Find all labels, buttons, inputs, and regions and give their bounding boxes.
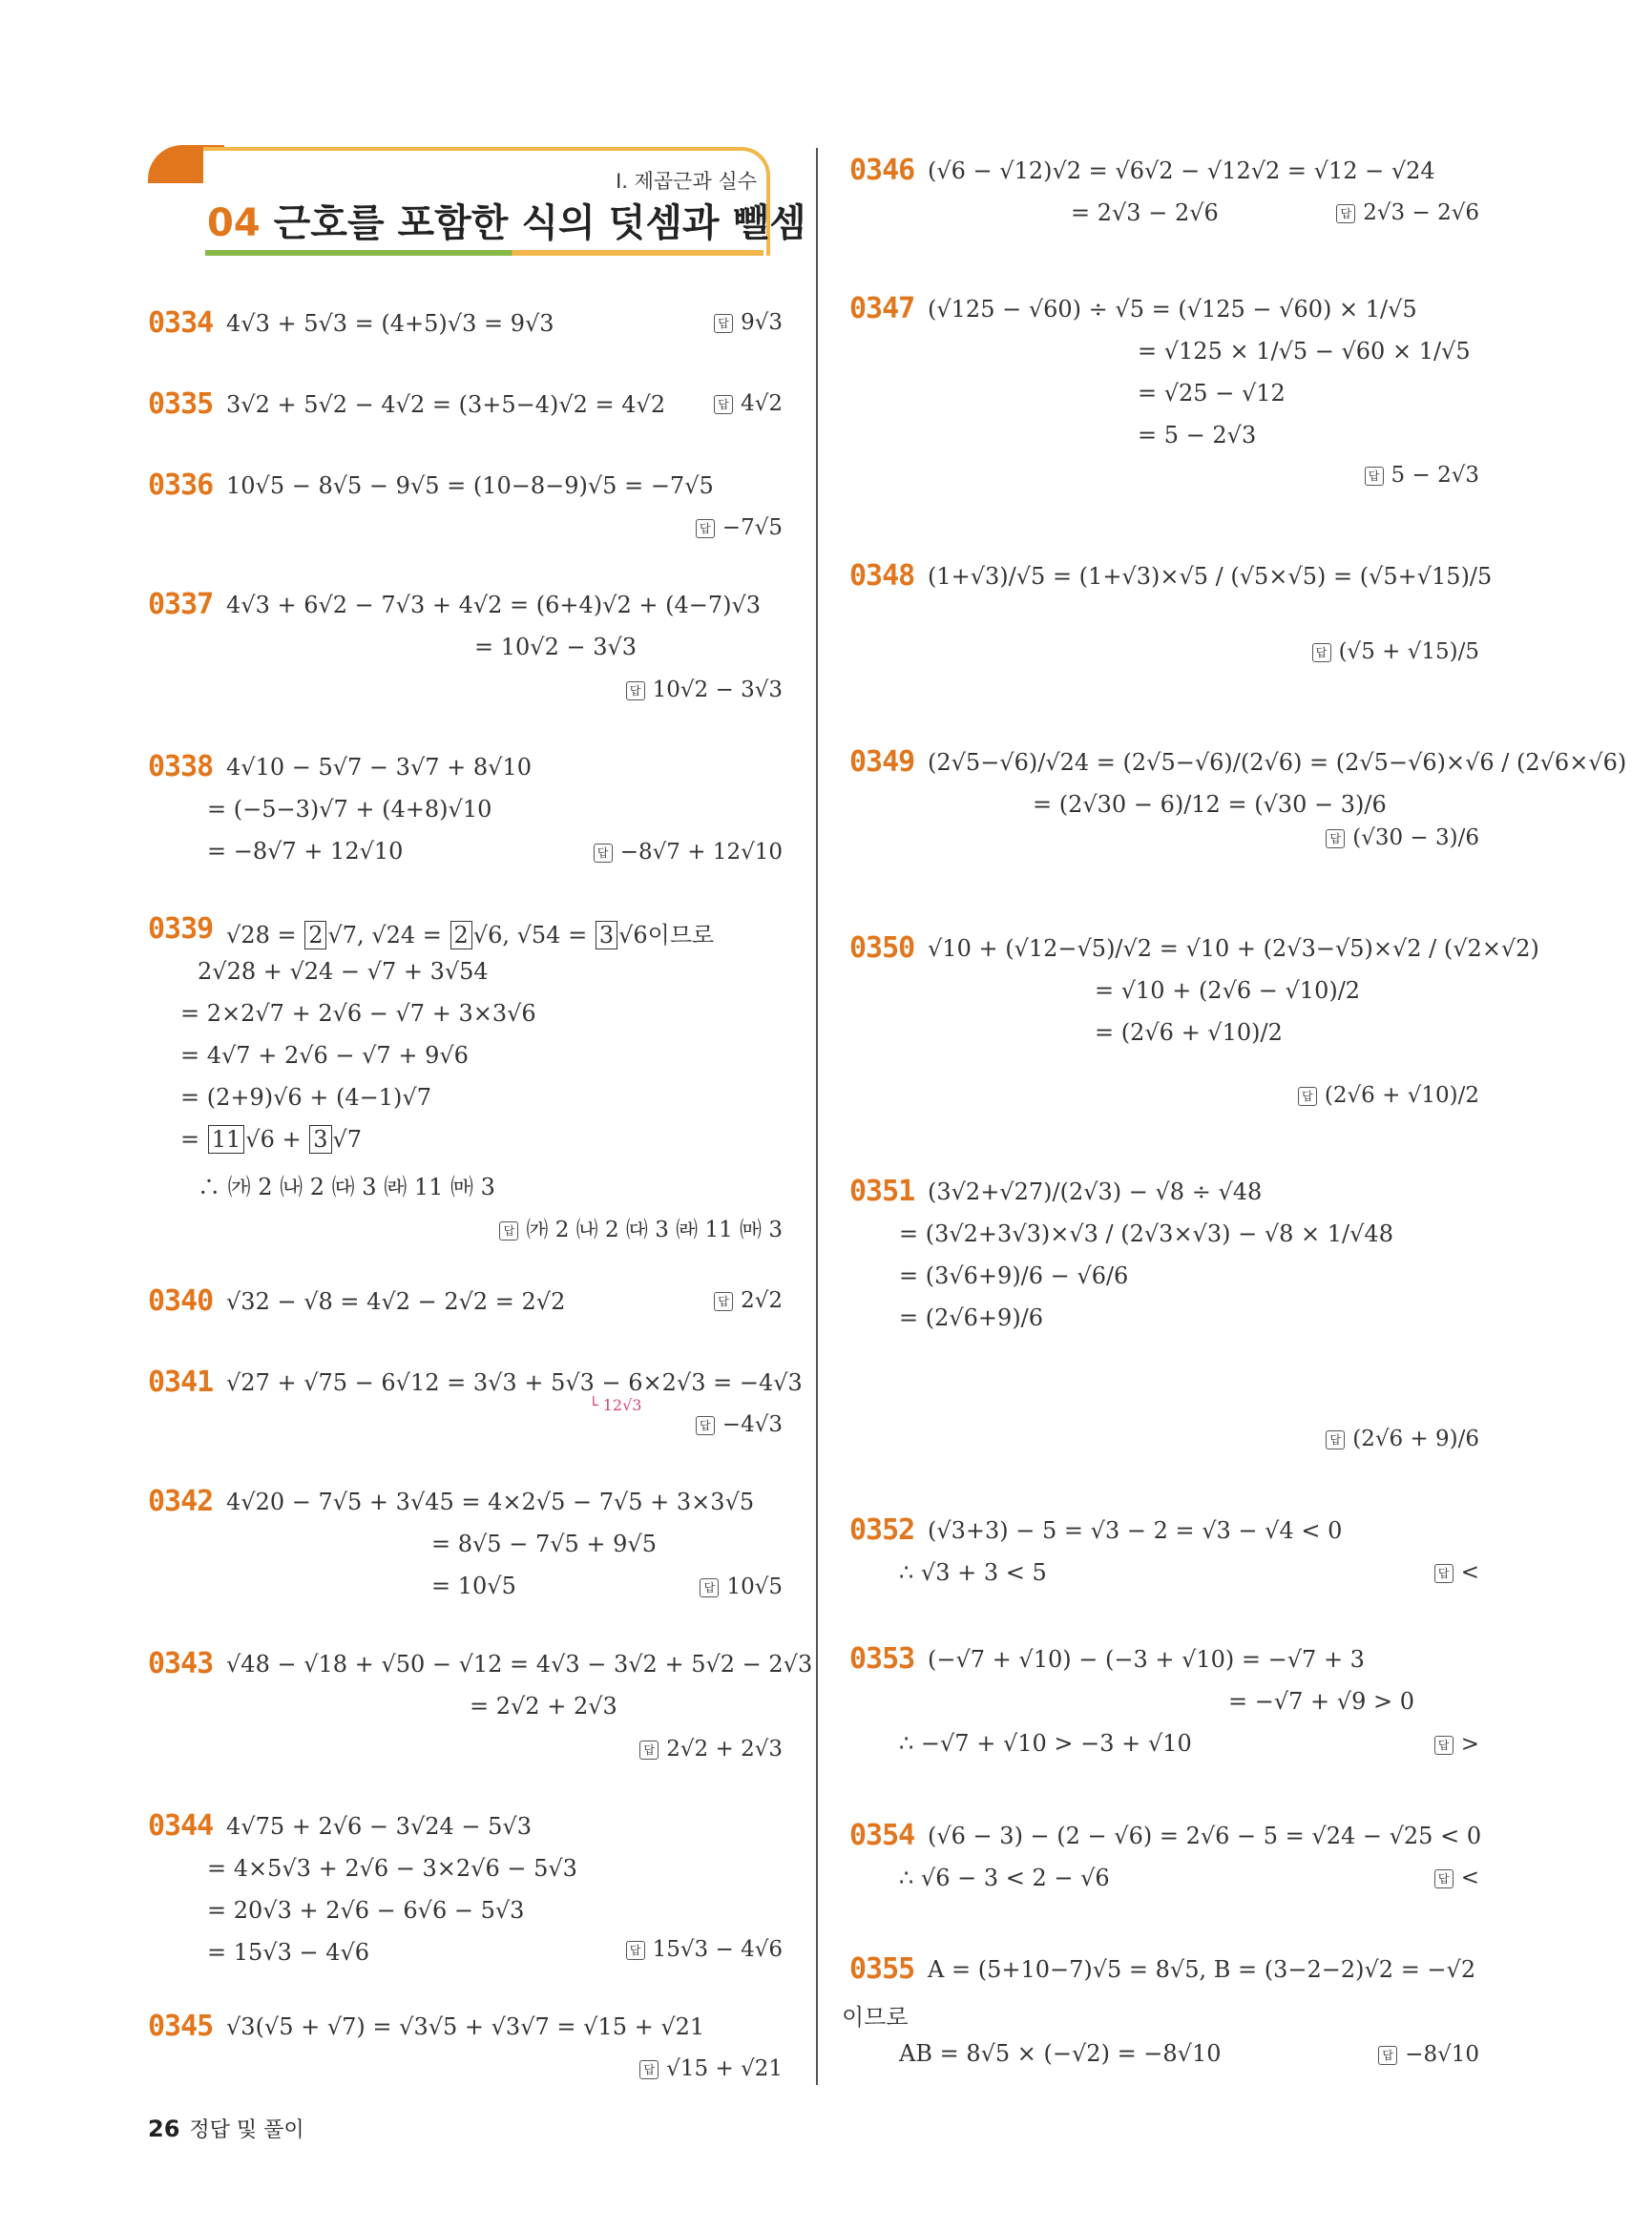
solution-line: √10 + (√12−√5)/√2 = √10 + (2√3−√5)×√2 / (√2×√2) [928, 935, 1539, 962]
section-title: 근호를 포함한 식의 덧셈과 뺄셈 [273, 201, 806, 245]
answer-mark-icon: 답 [714, 1292, 733, 1311]
answer [626, 678, 783, 702]
problem-number: 0354 [849, 1819, 915, 1852]
solution-line: (2√5−√6)/√24 = (2√5−√6)/(2√6) = (2√5−√6)×√6 / (2√6×√6) [928, 749, 1627, 776]
solution-line: = (2√30 − 6)/12 = (√30 − 3)/6 [1033, 791, 1387, 818]
answer-mark-icon: 답 [1365, 467, 1384, 486]
solution-line: (1+√3)/√5 = (1+√3)×√5 / (√5×√5) = (√5+√15)/5 [928, 563, 1493, 590]
answer [1378, 2042, 1479, 2067]
problem-number: 0336 [148, 469, 214, 502]
answer-mark-icon: 답 [714, 314, 733, 333]
answer-value: −4√3 [721, 1412, 783, 1437]
answer [714, 1288, 783, 1313]
solution-line: (√3+3) − 5 = √3 − 2 = √3 − √4 < 0 [928, 1517, 1343, 1544]
section-header [148, 145, 806, 261]
solution-line: ∴ √6 − 3 < 2 − √6 [899, 1865, 1110, 1891]
answer-value: −8√10 [1405, 2042, 1479, 2067]
header-underline [205, 250, 763, 256]
solution-line: (√6 − √12)√2 = √6√2 − √12√2 = √12 − √24 [928, 157, 1435, 184]
answer-mark-icon: 답 [499, 1221, 518, 1241]
solution-line: 4√75 + 2√6 − 3√24 − 5√3 [226, 1813, 532, 1840]
answer-mark-icon: 답 [639, 1741, 659, 1760]
solution-line: = −√7 + √9 > 0 [1228, 1688, 1414, 1715]
solution-line: (3√2+√27)/(2√3) − √8 ÷ √48 [928, 1178, 1263, 1205]
solution-line: = 4×5√3 + 2√6 − 3×2√6 − 5√3 [207, 1855, 577, 1882]
answer-value: −7√5 [721, 515, 783, 540]
answer-mark-icon: 답 [1326, 829, 1345, 848]
answer-value: (2√6 + 9)/6 [1352, 1427, 1479, 1451]
answer [1326, 825, 1479, 850]
solution-line: (√125 − √60) ÷ √5 = (√125 − √60) × 1/√5 [928, 296, 1417, 323]
problem-number: 0339 [148, 912, 214, 946]
solution-line: 4√10 − 5√7 − 3√7 + 8√10 [226, 754, 532, 781]
answer [1298, 1083, 1479, 1108]
problem-number: 0337 [148, 588, 214, 621]
solution-line: = −8√7 + 12√10 [207, 838, 404, 865]
solution-line: = 2√2 + 2√3 [470, 1693, 617, 1720]
answer-mark-icon: 답 [1434, 1736, 1453, 1755]
answer [1365, 463, 1479, 488]
answer-value: √15 + √21 [666, 2056, 783, 2081]
solution-line: = 15√3 − 4√6 [207, 1939, 370, 1966]
problem-number: 0352 [849, 1513, 915, 1547]
answer-value: 10√5 [726, 1574, 783, 1599]
answer-value: 2√3 − 2√6 [1363, 200, 1479, 225]
answer [696, 1412, 783, 1437]
solution-line: = 11 √6 + 3 √7 [180, 1126, 363, 1153]
answer-value: 2√2 + 2√3 [666, 1737, 783, 1762]
solution-line: 10√5 − 8√5 − 9√5 = (10−8−9)√5 = −7√5 [226, 472, 714, 499]
problem-number: 0347 [849, 292, 915, 325]
answer-value: ㈎ 2 ㈏ 2 ㈐ 3 ㈑ 11 ㈒ 3 [526, 1218, 783, 1242]
answer-mark-icon: 답 [626, 1941, 645, 1960]
solution-line: ∴ −√7 + √10 > −3 + √10 [899, 1730, 1192, 1757]
page-title [207, 193, 806, 247]
answer [714, 391, 783, 416]
column-divider [816, 148, 818, 2085]
answer [700, 1574, 783, 1599]
problem-number: 0340 [148, 1284, 214, 1318]
solution-line: √27 + √75 − 6√12 = 3√3 + 5√3 − 6×2√3 = −4√3 [226, 1369, 803, 1396]
solution-line: √3(√5 + √7) = √3√5 + √3√7 = √15 + √21 [226, 2013, 705, 2040]
chapter-label: Ⅰ. 제곱근과 실수 [616, 170, 757, 193]
answer-value: < [1460, 1560, 1479, 1585]
solution-line: = 10√2 − 3√3 [474, 634, 638, 660]
annotation-note: └ 12√3 [589, 1396, 642, 1414]
problem-number: 0334 [148, 306, 214, 340]
answer-mark-icon: 답 [1326, 1430, 1345, 1449]
answer-value: 2√2 [741, 1288, 783, 1313]
answer-mark-icon: 답 [696, 519, 715, 538]
solution-line: = 20√3 + 2√6 − 6√6 − 5√3 [207, 1897, 525, 1924]
answer-mark-icon: 답 [696, 1416, 715, 1435]
problem-number: 0343 [148, 1647, 214, 1680]
answer [626, 1937, 783, 1962]
problem-number: 0344 [148, 1809, 214, 1843]
solution-line: = √25 − √12 [1138, 380, 1286, 407]
answer-value: 5 − 2√3 [1391, 463, 1479, 488]
answer-mark-icon: 답 [626, 681, 645, 700]
problem-number: 0351 [849, 1175, 915, 1208]
solution-line: ∴ ㈎ 2 ㈏ 2 ㈐ 3 ㈑ 11 ㈒ 3 [198, 1174, 495, 1200]
page-footer [148, 2114, 304, 2143]
problem-number: 0341 [148, 1366, 214, 1399]
answer-value: > [1460, 1732, 1479, 1757]
solution-line: 이므로 [842, 2004, 909, 2031]
answer [1434, 1732, 1479, 1757]
answer-mark-icon: 답 [1434, 1564, 1453, 1583]
solution-line: = 4√7 + 2√6 − √7 + 9√6 [180, 1042, 469, 1069]
answer-mark-icon: 답 [700, 1578, 719, 1597]
problem-number: 0345 [148, 2010, 214, 2043]
solution-line: = 10√5 [431, 1573, 516, 1599]
solution-line: = 2√3 − 2√6 [1071, 199, 1219, 226]
answer [1336, 200, 1479, 225]
solution-line: √32 − √8 = 4√2 − 2√2 = 2√2 [226, 1288, 566, 1315]
answer-value: < [1460, 1866, 1479, 1890]
solution-line: = (3√6+9)/6 − √6/6 [899, 1262, 1129, 1289]
solution-line: (−√7 + √10) − (−3 + √10) = −√7 + 3 [928, 1646, 1365, 1673]
problem-number: 0346 [849, 154, 915, 187]
answer [594, 840, 783, 865]
solution-line: A = (5+10−7)√5 = 8√5, B = (3−2−2)√2 = −√2 [928, 1956, 1476, 1983]
answer [1434, 1866, 1479, 1890]
answer-value: 9√3 [741, 310, 783, 335]
answer [696, 515, 783, 540]
solution-line: = (2√6+9)/6 [899, 1304, 1044, 1331]
answer-value: 10√2 − 3√3 [652, 678, 783, 702]
problem-number: 0355 [849, 1952, 915, 1986]
problem-number: 0338 [148, 750, 214, 783]
problem-number: 0342 [148, 1485, 214, 1518]
solution-line: = √125 × 1/√5 − √60 × 1/√5 [1138, 338, 1471, 365]
answer-value: (2√6 + √10)/2 [1324, 1083, 1479, 1108]
answer [714, 310, 783, 335]
solution-line: = 8√5 − 7√5 + 9√5 [431, 1531, 657, 1557]
solution-line: = (−5−3)√7 + (4+8)√10 [207, 796, 492, 823]
answer-value: (√5 + √15)/5 [1338, 639, 1479, 664]
solution-line: = (3√2+3√3)×√3 / (2√3×√3) − √8 × 1/√48 [899, 1220, 1393, 1247]
solution-line: 4√3 + 6√2 − 7√3 + 4√2 = (6+4)√2 + (4−7)√3 [226, 592, 762, 618]
problem-number: 0353 [849, 1642, 915, 1676]
solution-line: 2√28 + √24 − √7 + 3√54 [198, 958, 489, 985]
answer [1312, 639, 1479, 664]
answer-mark-icon: 답 [1378, 2046, 1397, 2065]
solution-line: ∴ √3 + 3 < 5 [899, 1559, 1047, 1586]
answer-mark-icon: 답 [1336, 204, 1355, 223]
answer-value: 4√2 [741, 391, 783, 416]
solution-line: = √10 + (2√6 − √10)/2 [1095, 977, 1361, 1004]
solution-line: AB = 8√5 × (−√2) = −8√10 [899, 2040, 1222, 2067]
solution-line: √48 − √18 + √50 − √12 = 4√3 − 3√2 + 5√2 − 2√3 [226, 1651, 813, 1678]
problem-number: 0350 [849, 931, 915, 965]
solution-line: = 2×2√7 + 2√6 − √7 + 3×3√6 [180, 1000, 536, 1027]
answer [1434, 1560, 1479, 1585]
solution-line: 4√20 − 7√5 + 3√45 = 4×2√5 − 7√5 + 3×3√5 [226, 1489, 755, 1515]
answer-mark-icon: 답 [1434, 1869, 1453, 1888]
problem-number: 0335 [148, 387, 214, 421]
solution-line: 4√3 + 5√3 = (4+5)√3 = 9√3 [226, 310, 554, 337]
answer-mark-icon: 답 [639, 2060, 659, 2079]
answer [499, 1212, 783, 1243]
solution-line: = (2+9)√6 + (4−1)√7 [180, 1084, 431, 1111]
answer-value: (√30 − 3)/6 [1352, 825, 1479, 850]
problem-number: 0349 [849, 745, 915, 779]
answer-mark-icon: 답 [1312, 643, 1331, 662]
section-number: 04 [207, 201, 261, 245]
answer-value: −8√7 + 12√10 [619, 840, 783, 865]
page-number: 26 [148, 2116, 180, 2142]
answer-mark-icon: 답 [714, 395, 733, 414]
footer-label: 정답 및 풀이 [189, 2118, 304, 2142]
solution-line: 3√2 + 5√2 − 4√2 = (3+5−4)√2 = 4√2 [226, 391, 666, 418]
solution-line: = 5 − 2√3 [1138, 422, 1257, 448]
solution-line: √28 = 2 √7, √24 = 2 √6, √54 = 3 √6이므로 [226, 922, 715, 949]
answer-value: 15√3 − 4√6 [652, 1937, 783, 1962]
answer [1326, 1427, 1479, 1451]
answer-mark-icon: 답 [1298, 1087, 1317, 1106]
solution-line: (√6 − 3) − (2 − √6) = 2√6 − 5 = √24 − √25 < 0 [928, 1823, 1482, 1849]
problem-number: 0348 [849, 559, 915, 593]
solution-line: = (2√6 + √10)/2 [1095, 1019, 1283, 1046]
answer [639, 2056, 783, 2081]
answer-mark-icon: 답 [594, 844, 613, 863]
answer [639, 1737, 783, 1762]
